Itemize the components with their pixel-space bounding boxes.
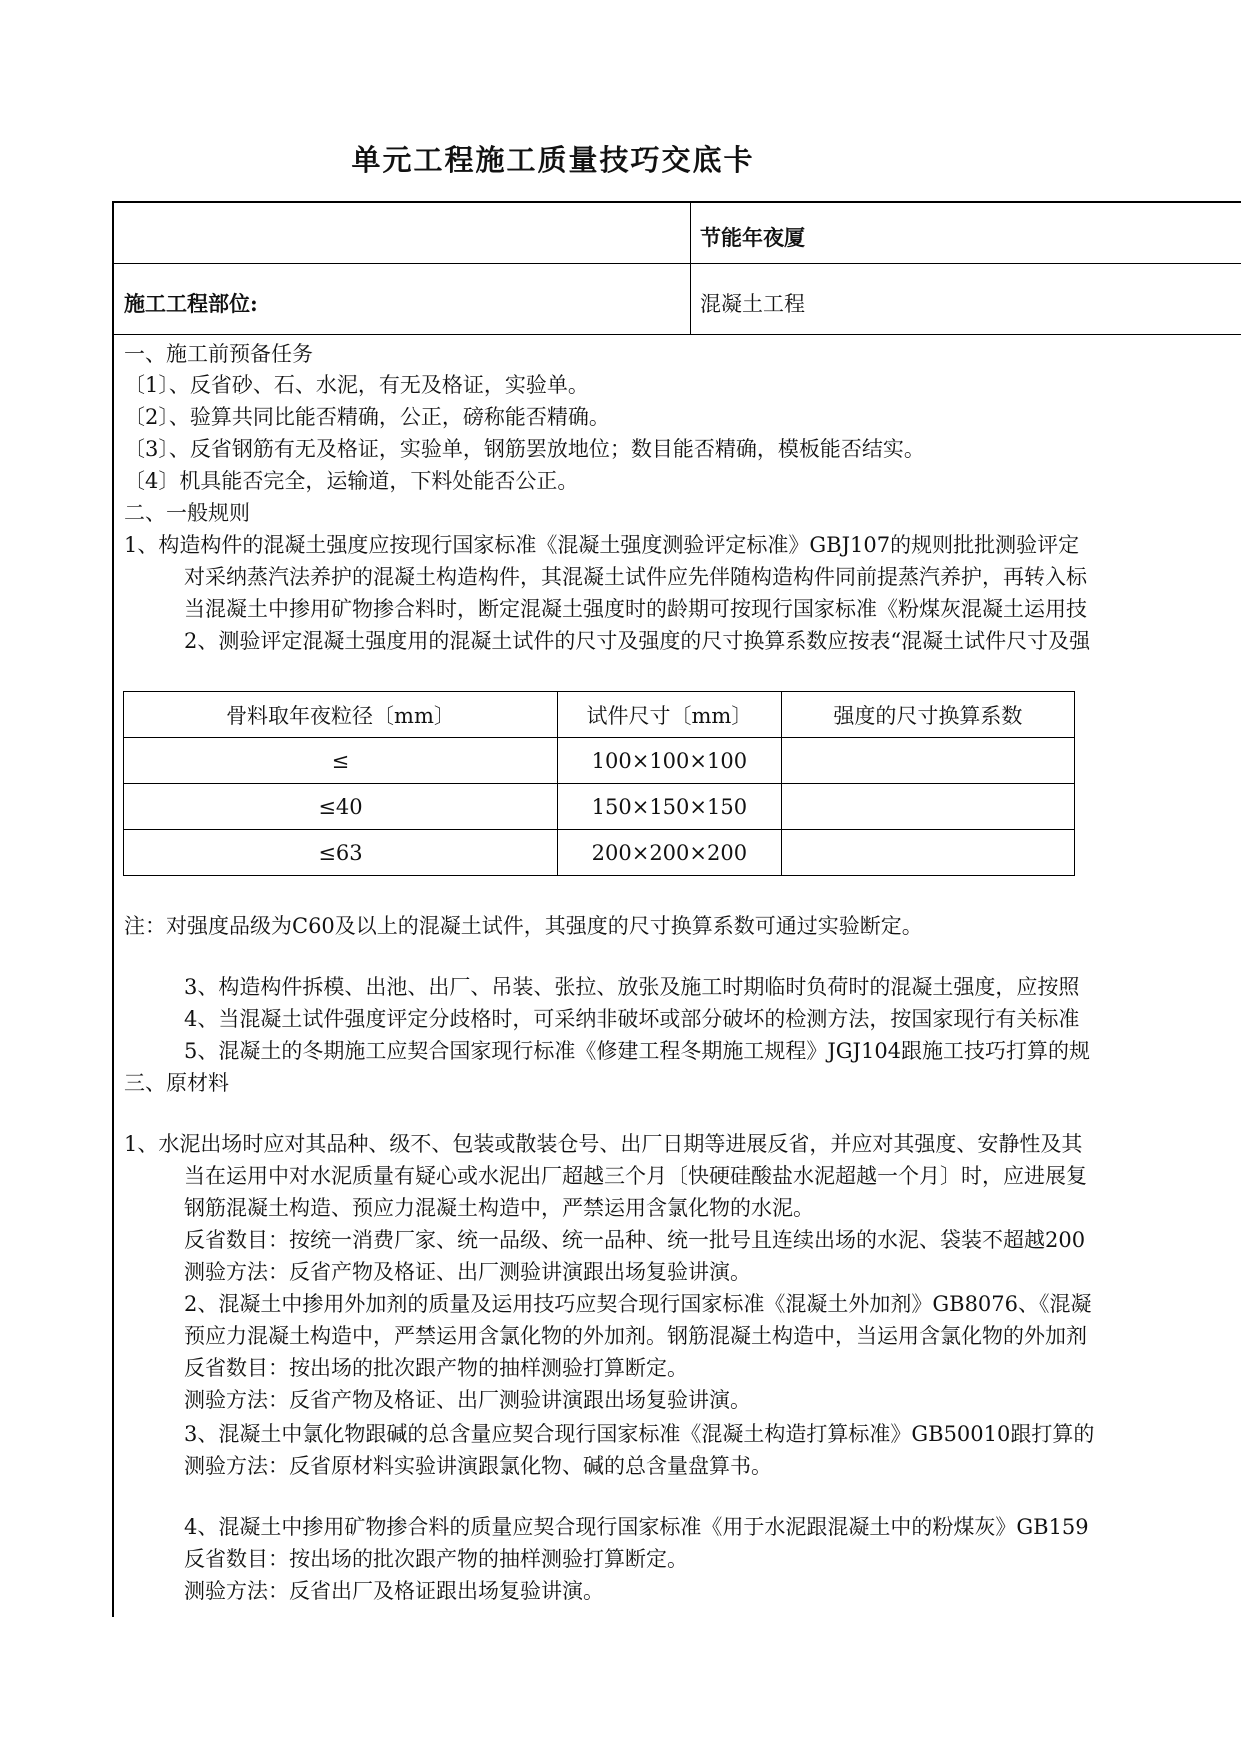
section-heading: 一、施工前预备任务	[124, 342, 313, 366]
text-line: 1、水泥出场时应对其品种、级不、包装或散装仓号、出厂日期等进展反省，并应对其强度、安静性及其	[124, 1132, 1083, 1156]
text-line: 反省数目：按出场的批次跟产物的抽样测验打算断定。	[184, 1356, 688, 1380]
table-cell	[781, 830, 1074, 876]
text-line: 当混凝土中掺用矿物掺合料时，断定混凝土强度时的龄期可按现行国家标准《粉煤灰混凝土运用技	[184, 597, 1087, 621]
text-line: 3、构造构件拆模、出池、出厂、吊装、张拉、放张及施工时期临时负荷时的混凝土强度，应按照	[184, 975, 1080, 999]
table-row	[124, 784, 1075, 830]
table-header-row	[124, 692, 1075, 738]
row-divider-1	[112, 263, 1241, 264]
table-cell: 200×200×200	[557, 830, 781, 876]
section-heading: 二、一般规则	[124, 501, 250, 525]
text-line: 〔4〕机具能否完全，运输道，下料处能否公正。	[124, 469, 579, 493]
table-header-cell: 骨料取年夜粒径〔mm〕	[124, 692, 558, 738]
text-line: 预应力混凝土构造中，严禁运用含氯化物的外加剂。钢筋混凝土构造中，当运用含氯化物的外加剂	[184, 1324, 1087, 1348]
table-cell: 100×100×100	[557, 738, 781, 784]
text-line: 〔3〕、反省钢筋有无及格证，实验单，钢筋罢放地位；数目能否精确，模板能否结实。	[124, 437, 925, 461]
text-line: 〔2〕、验算共同比能否精确，公正，磅称能否精确。	[124, 405, 610, 429]
row-divider-2	[112, 334, 1241, 335]
text-line: 1、构造构件的混凝土强度应按现行国家标准《混凝土强度测验评定标准》GBJ107的规则批批测验评定	[124, 533, 1080, 557]
text-line: 钢筋混凝土构造、预应力混凝土构造中，严禁运用含氯化物的水泥。	[184, 1196, 814, 1220]
table-row	[124, 830, 1075, 876]
text-line: 测验方法：反省产物及格证、出厂测验讲演跟出场复验讲演。	[184, 1260, 751, 1284]
text-line: 5、混凝土的冬期施工应契合国家现行标准《修建工程冬期施工规程》JGJ104跟施工技巧打算的规	[184, 1039, 1091, 1063]
table-cell: ≤	[124, 738, 558, 784]
text-line: 〔1〕、反省砂、石、水泥，有无及格证，实验单。	[124, 373, 589, 397]
text-line: 当在运用中对水泥质量有疑心或水泥出厂超越三个月〔快硬硅酸盐水泥超越一个月〕时，应进展复	[184, 1164, 1087, 1188]
text-line: 4、混凝土中掺用矿物掺合料的质量应契合现行国家标准《用于水泥跟混凝土中的粉煤灰》GB159	[184, 1515, 1089, 1539]
table-cell: ≤40	[124, 784, 558, 830]
section-heading: 三、原材料	[124, 1071, 229, 1095]
project-name-value: 节能年夜厦	[700, 225, 805, 250]
table-row	[124, 738, 1075, 784]
construction-part-label: 施工工程部位:	[124, 291, 258, 316]
table-cell	[781, 784, 1074, 830]
text-line: 3、混凝土中氯化物跟碱的总含量应契合现行国家标准《混凝土构造打算标准》GB50010跟打算的	[184, 1422, 1095, 1446]
text-line: 2、混凝土中掺用外加剂的质量及运用技巧应契合现行国家标准《混凝土外加剂》GB8076、《混凝	[184, 1292, 1092, 1316]
text-line: 对采纳蒸汽法养护的混凝土构造构件，其混凝土试件应先伴随构造构件同前提蒸汽养护，再转入标	[184, 565, 1087, 589]
table-header-cell: 强度的尺寸换算系数	[781, 692, 1074, 738]
text-line: 反省数目：按统一消费厂家、统一品级、统一品种、统一批号且连续出场的水泥、袋装不超越200	[184, 1228, 1086, 1252]
text-line: 4、当混凝土试件强度评定分歧格时，可采纳非破坏或部分破坏的检测方法，按国家现行有关标准	[184, 1007, 1080, 1031]
specimen-size-table	[123, 691, 1075, 876]
text-line: 测验方法：反省产物及格证、出厂测验讲演跟出场复验讲演。	[184, 1388, 751, 1412]
text-line: 反省数目：按出场的批次跟产物的抽样测验打算断定。	[184, 1547, 688, 1571]
table-cell: ≤63	[124, 830, 558, 876]
table-note: 注：对强度品级为C60及以上的混凝土试件，其强度的尺寸换算系数可通过实验断定。	[124, 914, 923, 938]
text-line: 2、测验评定混凝土强度用的混凝土试件的尺寸及强度的尺寸换算系数应按表“混凝土试件尺寸及强	[184, 629, 1091, 653]
table-cell	[781, 738, 1074, 784]
document-title: 单元工程施工质量技巧交底卡	[351, 143, 755, 177]
table-cell: 150×150×150	[557, 784, 781, 830]
text-line: 测验方法：反省原材料实验讲演跟氯化物、碱的总含量盘算书。	[184, 1454, 772, 1478]
text-line: 测验方法：反省出厂及格证跟出场复验讲演。	[184, 1579, 604, 1603]
table-header-cell: 试件尺寸〔mm〕	[557, 692, 781, 738]
construction-part-value: 混凝土工程	[700, 292, 805, 316]
header-column-divider	[690, 201, 691, 334]
